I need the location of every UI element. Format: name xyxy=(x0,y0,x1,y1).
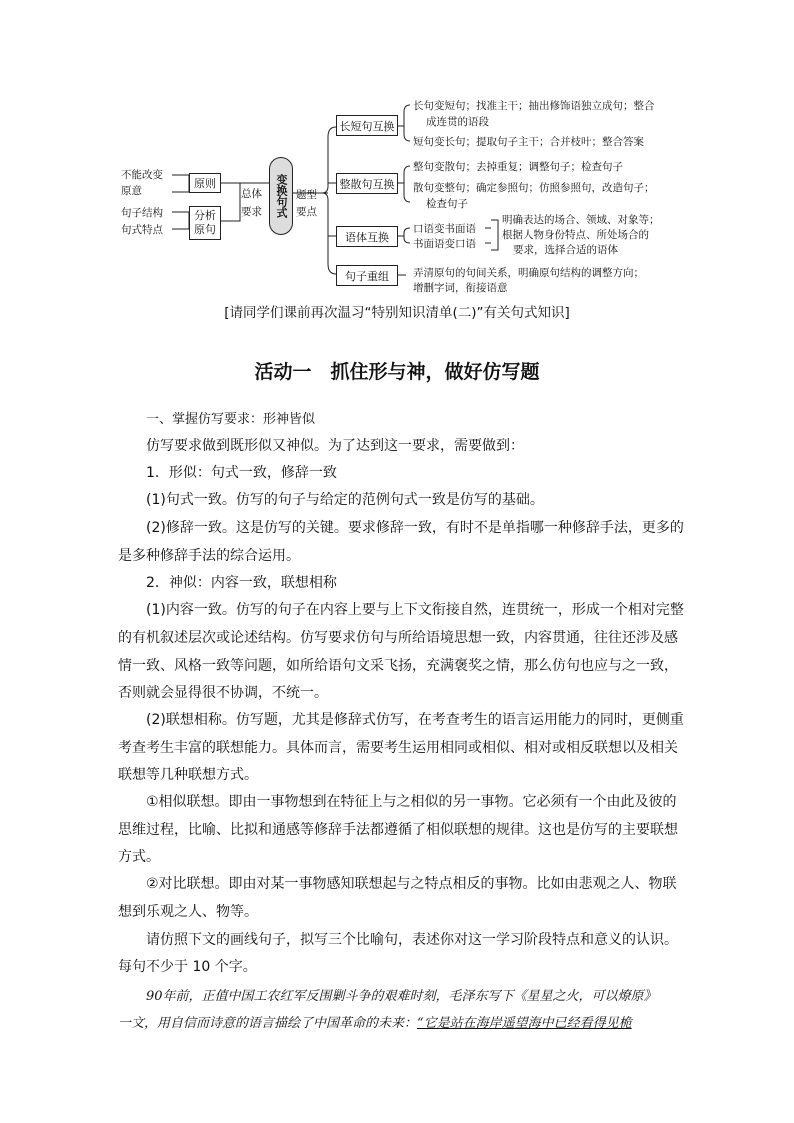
detail-line: 整句变散句；去掉重复；调整句子；检查句子 xyxy=(413,161,623,173)
cannot-change-label-2: 原意 xyxy=(121,185,142,197)
paragraph-line: 否则就会显得很不协调，不统一。 xyxy=(118,685,328,701)
paragraph-line: 2．神似：内容一致，联想相称 xyxy=(146,575,337,591)
passage-line-2 xyxy=(118,1012,632,1031)
detail-line: 长句变短句；找准主干；抽出修饰语独立成句；整合 xyxy=(413,100,655,112)
paragraph-line: 的有机叙述层次或论述结构。仿写要求仿句与所给语境思想一致，内容贯通，往往还涉及感 xyxy=(118,630,678,646)
category-box-regular-loose xyxy=(336,173,398,194)
analyze-box xyxy=(189,206,221,240)
category-label: 长短句互换 xyxy=(339,119,395,133)
paragraph-line: 仿写要求做到既形似又神似。为了达到这一要求，需要做到： xyxy=(146,438,524,454)
detail-line: 弄清原句的句间关系，明确原句结构的调整方向； xyxy=(413,267,644,279)
paragraph-line: 情一致、风格一致等问题，如所给语句文采飞扬，充满褒奖之情，那么仿句也应与之一致， xyxy=(118,658,678,674)
key-points-label-2: 要点 xyxy=(296,206,317,218)
paragraph-line: 考查考生丰富的联想能力。具体而言，需要考生运用相同或相似、相对或相反联想以及相关 xyxy=(118,740,678,756)
passage-line-1: 90年前，正值中国工农红军反围剿斗争的艰难时刻，毛泽东写下《星星之火，可以燎原》 xyxy=(146,989,657,1004)
detail-line: 成连贯的语段 xyxy=(426,116,489,128)
key-points-label-1: 题型 xyxy=(296,189,317,201)
underlined-sentence: “它是站在海岸遥望海中已经看得见桅 xyxy=(417,1016,632,1031)
detail-line: 检查句子 xyxy=(426,198,468,210)
cannot-change-label-1: 不能改变 xyxy=(121,169,163,181)
detail-line: 明确表达的场合、领域、对象等； xyxy=(502,214,660,226)
passage-line-2-plain: 一文，用自信而诗意的语言描绘了中国革命的未来： xyxy=(118,1016,418,1031)
paragraph-line: (1)句式一致。仿写的句子与给定的范例句式一致是仿写的基础。 xyxy=(146,492,544,508)
analyze-label-1: 分析 xyxy=(194,209,216,222)
overall-label-2: 要求 xyxy=(241,206,262,218)
structure-label-1: 句子结构 xyxy=(121,207,163,219)
paragraph-line: (2)修辞一致。这是仿写的关键。要求修辞一致，有时不是单指哪一种修辞手法，更多的 xyxy=(146,520,684,536)
paragraph-line: ②对比联想。即由对某一事物感知联想起与之特点相反的事物。比如由悲观之人、物联 xyxy=(146,876,677,892)
category-label: 语体互换 xyxy=(345,230,389,244)
principle-box xyxy=(189,173,221,193)
detail-line: 书面语变口语 xyxy=(413,238,476,250)
core-topic: 变换句式 xyxy=(269,157,293,235)
principle-label: 原则 xyxy=(194,177,216,190)
detail-line: 要求，选择合适的语体 xyxy=(513,244,618,256)
detail-line: 根据人物身份特点、所处场合的 xyxy=(502,229,649,241)
paragraph-line: 1．形似：句式一致，修辞一致 xyxy=(146,465,337,481)
detail-line: 增删字词，衔接语意 xyxy=(413,282,508,294)
category-box-long-short xyxy=(336,115,398,136)
mindmap-connectors xyxy=(0,0,794,300)
overall-label-1: 总体 xyxy=(241,188,262,200)
paragraph-line: 每句不少于 10 个字。 xyxy=(118,959,257,975)
paragraph-line: 思维过程，比喻、比拟和通感等修辞手法都遵循了相似联想的规律。这也是仿写的主要联想 xyxy=(118,822,678,838)
detail-line: 散句变整句；确定参照句；仿照参照句，改造句子； xyxy=(413,182,655,194)
structure-label-2: 句式特点 xyxy=(121,224,163,236)
paragraph-line: 请仿照下文的画线句子，拟写三个比喻句，表述你对这一学习阶段特点和意义的认识。 xyxy=(146,932,678,948)
paragraph-line: 联想等几种联想方式。 xyxy=(118,767,258,783)
detail-line: 口语变书面语 xyxy=(413,223,476,235)
category-label: 整散句互换 xyxy=(339,177,395,191)
paragraph-line: 一、掌握仿写要求：形神皆似 xyxy=(146,412,316,427)
paragraph-line: 想到乐观之人、物等。 xyxy=(118,904,258,920)
paragraph-line: (1)内容一致。仿写的句子在内容上要与上下文衔接自然，连贯统一，形成一个相对完整 xyxy=(146,602,684,618)
analyze-label-2: 原句 xyxy=(194,223,216,236)
section-heading: 活动一 抓住形与神，做好仿写题 xyxy=(254,361,540,383)
detail-line: 短句变长句；提取句子主干；合并枝叶；整合答案 xyxy=(413,136,644,148)
paragraph-line: 方式。 xyxy=(118,849,160,865)
paragraph-line: ①相似联想。即由一事物想到在特征上与之相似的另一事物。它必须有一个由此及彼的 xyxy=(146,794,677,810)
paragraph-line: (2)联想相称。仿写题，尤其是修辞式仿写，在考查考生的语言运用能力的同时，更侧重 xyxy=(146,712,684,728)
category-label: 句子重组 xyxy=(345,269,389,283)
category-box-reorganize xyxy=(336,265,398,286)
category-box-register xyxy=(336,226,398,247)
review-note: [请同学们课前再次温习“特别知识清单(二)”有关句式知识] xyxy=(224,305,570,321)
paragraph-line: 是多种修辞手法的综合运用。 xyxy=(118,548,300,564)
